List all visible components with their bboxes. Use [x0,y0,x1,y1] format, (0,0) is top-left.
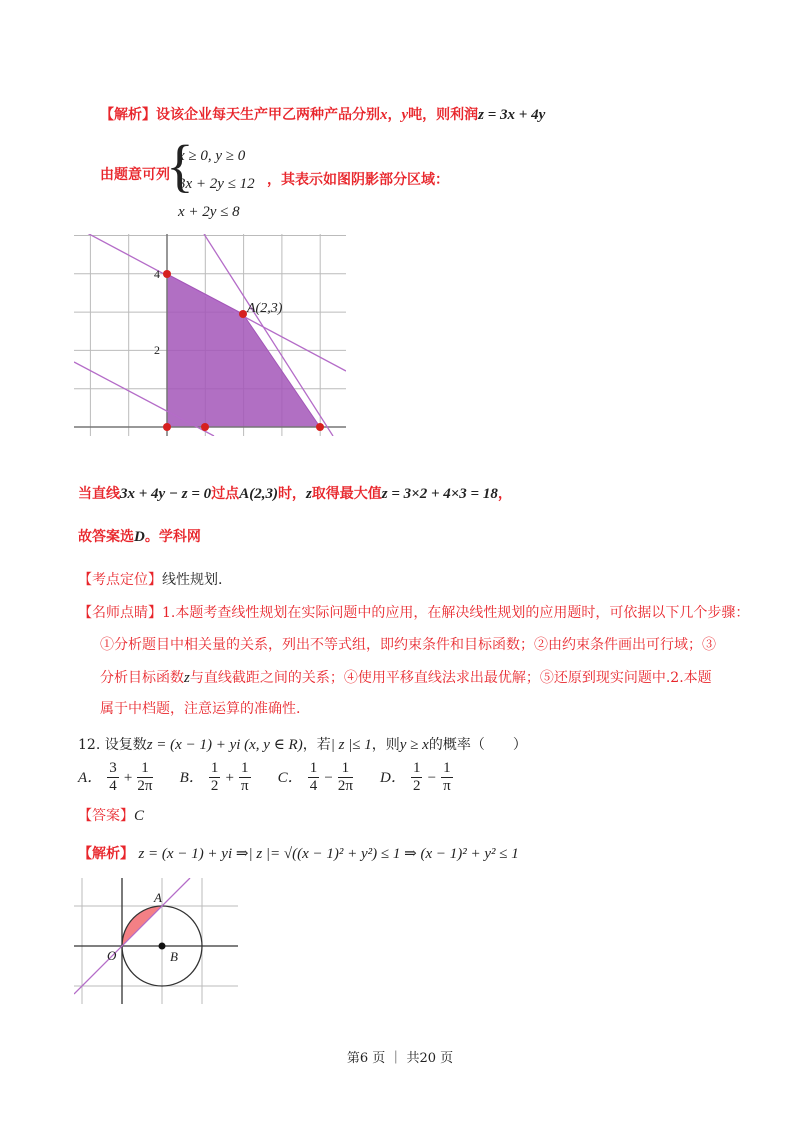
option-a[interactable] [78,760,158,794]
answer-tag: 【答案】 [78,808,134,824]
inequality-system [178,142,255,226]
conclusion-text: 过点 [211,486,240,502]
tick-2: 2 [154,343,160,357]
mingshi-text: 分析目标函数 [100,670,184,686]
vertex-point [201,423,209,431]
analysis-text: 设该企业每天生产甲乙两种产品分别 [156,107,380,123]
frac-den: 2π [337,778,353,794]
kaodian-line [78,570,222,590]
answer-text: 故答案选 [78,529,134,545]
inequality-row: x + 2y ≤ 8 [178,204,240,220]
mingshi-line-1 [78,603,749,623]
operator: + [123,770,133,786]
fraction [209,760,221,795]
tick-4: 4 [154,267,160,281]
conclusion-text: 时， [277,486,306,502]
vertex-point [316,423,324,431]
question-inequality: y ≥ x [399,737,429,753]
system-lead: 由题意可列 [100,167,170,183]
answer-letter: D [134,529,145,545]
sep: ， [387,107,402,123]
frac-den: 4 [109,778,117,794]
analysis-line-1 [100,105,545,125]
option-label: A． [78,770,103,786]
max-value: z = 3×2 + 4×3 = 18 [381,486,498,502]
frac-num: 1 [241,760,249,776]
frac-den: 2 [412,778,421,794]
fraction [411,760,423,795]
analysis-formula: z = (x − 1) + yi ⇒| z |= √((x − 1)² + y²) ≤ 1 ⇒ (x − 1)² + y² ≤ 1 [138,846,519,862]
analysis-line-2 [78,844,519,864]
question-12 [78,735,527,755]
profit-formula: z = 3x + 4y [478,107,546,123]
var-x: x [380,107,388,123]
analysis-tag: 【解析】 [100,107,156,123]
question-number: 12. [78,737,101,753]
frac-den: 2 [210,778,219,794]
page-footer: 第6 页 ｜ 共20 页 [346,1051,454,1066]
option-c[interactable] [277,760,358,794]
z-var: z [305,486,312,502]
frac-num: 1 [309,760,318,776]
question-text: 设复数 [104,737,147,753]
mingshi-line-2: ①分析题目中相关量的关系，列出不等式组，即约束条件和目标函数；②由约束条件画出可行域；③ [100,637,716,653]
fraction [239,760,251,795]
operator: − [427,770,437,786]
mingshi-text: 1.本题考查线性规划在实际问题中的应用，在解决线性规划的应用题时，可依据以下几个步骤： [162,605,750,621]
label-a: A [154,890,162,905]
frac-num: 1 [443,760,451,776]
fraction [137,760,152,795]
option-label: D． [380,770,406,786]
operator: + [225,770,234,786]
question-text: 的概率（ ） [428,737,527,753]
frac-den: π [240,778,249,794]
frac-den: 4 [309,778,318,794]
vertex-point [239,310,247,318]
feasible-region-graph [74,234,346,436]
fraction [338,760,353,795]
conclusion-text: 当直线 [78,486,120,502]
mingshi-tag: 【名师点睛】 [78,605,162,621]
var-y: y [401,107,409,123]
fraction [441,760,453,795]
question-condition: | z |≤ 1 [330,737,372,753]
options-row [78,760,453,795]
line-y-equals-x [74,878,190,994]
option-label: C． [277,770,303,786]
option-label: B． [179,770,204,786]
center-point [159,943,166,950]
mingshi-text: 与直线截距之间的关系；④使用平移直线法求出最优解；⑤还原到现实问题中.2.本题 [189,670,712,686]
conclusion-text: ， [497,486,512,502]
frac-num: 1 [412,760,421,776]
answer-line-1 [78,527,201,547]
label-b: B [170,949,178,964]
frac-num: 1 [210,760,219,776]
question-formula: z = (x − 1) + yi (x, y ∈ R) [146,737,303,753]
answer-letter: C [134,808,145,824]
frac-num: 1 [137,760,152,778]
mingshi-line-3 [100,668,712,688]
point-a: A(2,3) [239,486,278,502]
answer-suffix: 。学科网 [144,529,201,545]
system-brace: { [166,133,194,198]
point-a-label: A(2,3) [247,301,283,316]
inequality-row: x ≥ 0, y ≥ 0 [178,148,246,164]
option-b[interactable] [179,760,256,794]
vertex-point [163,423,171,431]
frac-num: 3 [109,760,117,776]
system-tail: ，其表示如图阴影部分区域： [267,172,449,188]
frac-den: π [443,778,451,794]
conclusion-text: 取得最大值 [311,486,382,502]
z-var: z [184,670,190,686]
question-text: ，若 [302,737,331,753]
circle-graph [74,878,238,1004]
fraction [107,760,119,795]
frac-num: 1 [338,760,353,778]
mingshi-line-4: 属于中档题，注意运算的准确性. [100,701,301,717]
label-o: O [107,948,117,963]
operator: − [324,770,333,786]
question-text: ，则 [371,737,400,753]
option-d[interactable] [380,760,453,794]
kaodian-tag: 【考点定位】 [78,572,162,588]
answer-line-2 [78,806,144,826]
fraction [308,760,320,795]
analysis-text-b: 吨，则利润 [408,107,479,123]
vertex-point [163,270,171,278]
inequality-row: 3x + 2y ≤ 12 [178,176,255,192]
analysis-tag: 【解析】 [78,846,134,862]
frac-den: 2π [137,778,153,794]
kaodian-text: 线性规划. [162,572,223,588]
conclusion-line [78,484,512,504]
objective-equation: 3x + 4y − z = 0 [120,486,212,502]
